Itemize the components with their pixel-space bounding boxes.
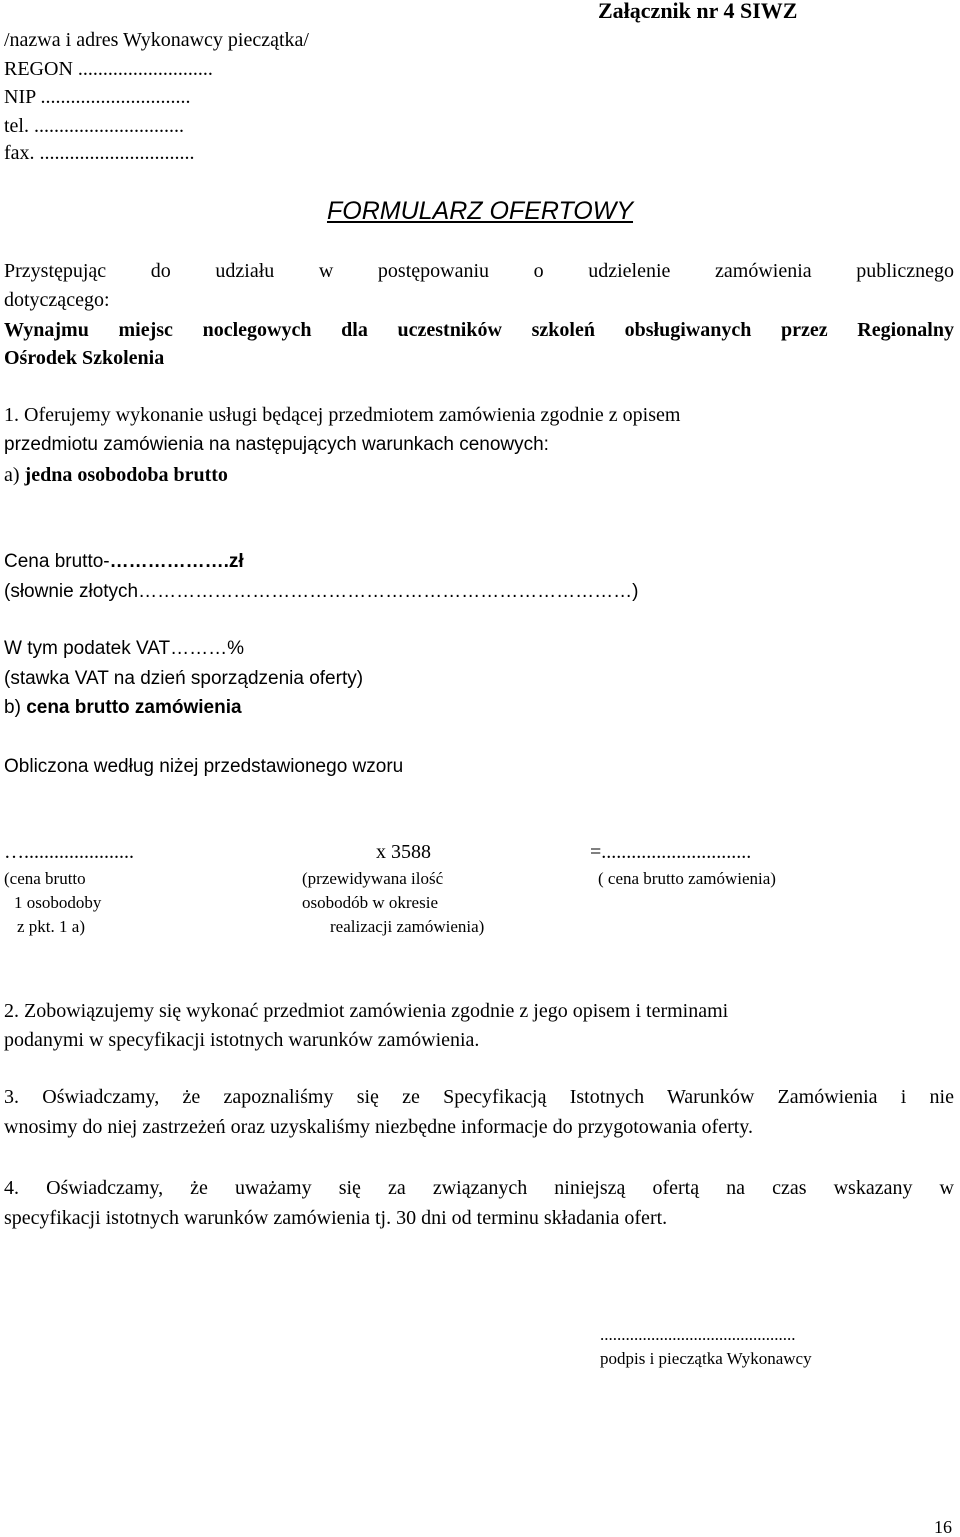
item-a bbox=[4, 463, 228, 487]
item-b-prefix: b) bbox=[4, 697, 27, 718]
signature-label: podpis i pieczątka Wykonawcy bbox=[600, 1349, 812, 1368]
formula-note-line: z pkt. 1 a) bbox=[17, 917, 85, 936]
formula-note-line: ( cena brutto zamówienia) bbox=[598, 869, 776, 888]
fax-field: fax. ............................... bbox=[4, 142, 195, 164]
formula-note-line: (przewidywana ilość bbox=[302, 869, 444, 888]
section4-line: 4. Oświadczamy, że uważamy się za związanych niniejszą ofertą na czas wskazany w bbox=[4, 1177, 954, 1199]
formula-note-line: realizacji zamówienia) bbox=[330, 917, 485, 936]
formula-unit-price: …...................... bbox=[4, 841, 134, 863]
formula-multiplier: x 3588 bbox=[376, 841, 431, 863]
price-label: Cena brutto- bbox=[4, 551, 110, 572]
item-a-label: jedna osobodoba brutto bbox=[24, 464, 228, 486]
formula-result: =.............................. bbox=[590, 841, 752, 863]
item-b-label: cena brutto zamówienia bbox=[26, 697, 242, 718]
formula-intro: Obliczona według niżej przedstawionego wzoru bbox=[4, 756, 404, 777]
section2-line: podanymi w specyfikacji istotnych warunków zamówienia. bbox=[4, 1029, 480, 1051]
section1-line: 1. Oferujemy wykonanie usługi będącej przedmiotem zamówienia zgodnie z opisem bbox=[4, 404, 681, 426]
section1-line: przedmiotu zamówienia na następujących warunkach cenowych: bbox=[4, 434, 549, 455]
item-a-prefix: a) bbox=[4, 464, 25, 486]
page-number: 16 bbox=[934, 1517, 952, 1537]
vat-note: (stawka VAT na dzień sporządzenia oferty) bbox=[4, 668, 364, 689]
attachment-label: Załącznik nr 4 SIWZ bbox=[598, 0, 798, 23]
price-value: ……………….zł bbox=[109, 551, 244, 572]
formula-note-line: osobodób w okresie bbox=[302, 893, 438, 912]
formula-note-line: (cena brutto bbox=[4, 869, 86, 888]
contractor-stamp-label: /nazwa i adres Wykonawcy pieczątka/ bbox=[4, 29, 309, 51]
intro-line: Przystępując do udziału w postępowaniu o udzielenie zamówienia publicznego bbox=[4, 260, 954, 282]
form-title: FORMULARZ OFERTOWY bbox=[326, 197, 634, 225]
price-line bbox=[4, 550, 244, 574]
price-in-words: (słownie złotych……………………………………………………………………) bbox=[4, 581, 639, 602]
intro-line: dotyczącego: bbox=[4, 289, 110, 311]
subject-line: Wynajmu miejsc noclegowych dla uczestników szkoleń obsługiwanych przez Regionalny bbox=[4, 319, 954, 341]
section2-line: 2. Zobowiązujemy się wykonać przedmiot zamówienia zgodnie z jego opisem i terminami bbox=[4, 1000, 729, 1022]
signature-dots: .............................................. bbox=[600, 1325, 796, 1344]
item-b bbox=[4, 696, 242, 720]
vat-line: W tym podatek VAT………% bbox=[4, 638, 245, 659]
section3-line: 3. Oświadczamy, że zapoznaliśmy się ze Specyfikacją Istotnych Warunków Zamówienia i nie bbox=[4, 1086, 954, 1108]
subject-line: Ośrodek Szkolenia bbox=[4, 347, 165, 369]
section4-line: specyfikacji istotnych warunków zamówienia tj. 30 dni od terminu składania ofert. bbox=[4, 1207, 668, 1229]
tel-field: tel. .............................. bbox=[4, 115, 184, 137]
nip-field: NIP .............................. bbox=[4, 86, 191, 108]
section3-line: wnosimy do niej zastrzeżeń oraz uzyskaliśmy niezbędne informacje do przygotowania oferty. bbox=[4, 1116, 753, 1138]
formula-note-line: 1 osobodoby bbox=[14, 893, 102, 912]
regon-field: REGON ........................... bbox=[4, 58, 213, 80]
